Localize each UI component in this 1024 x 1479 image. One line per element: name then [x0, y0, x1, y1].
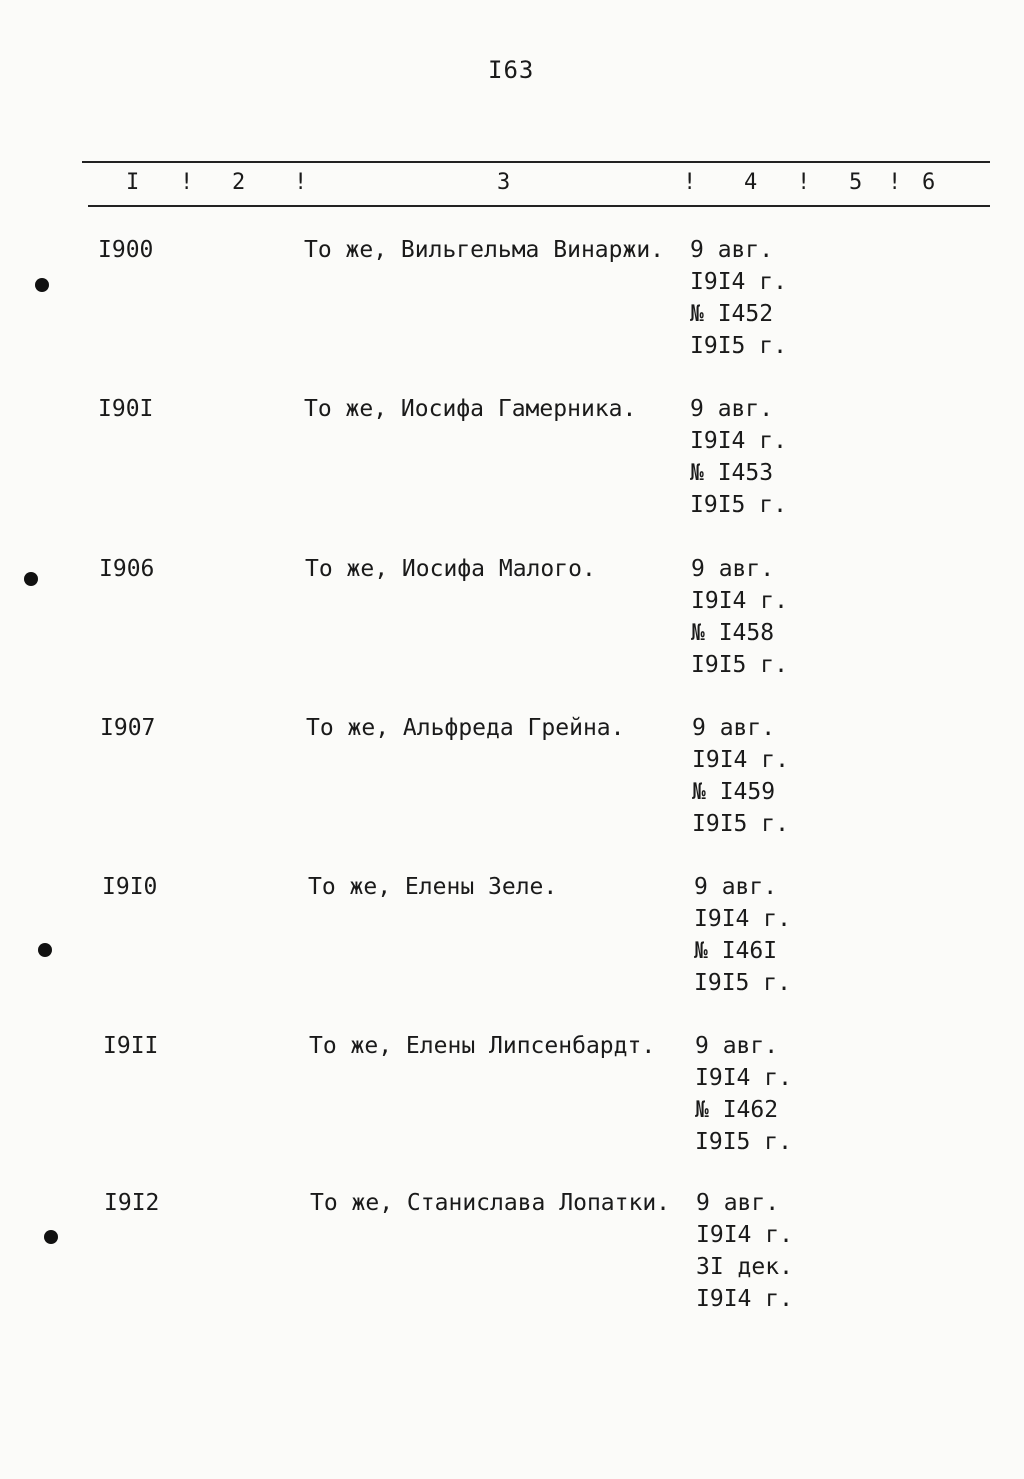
entry-date-line: I9I4 г.: [696, 1286, 793, 1312]
entry-date-line: I9I4 г.: [691, 588, 788, 614]
entry-description: То же, Альфреда Грейна.: [306, 715, 625, 741]
entry-date-line: I9I5 г.: [694, 970, 791, 996]
entry-date-line: № I459: [692, 779, 776, 805]
column-separator: !: [797, 170, 811, 195]
entry-description: То же, Елены Липсенбардт.: [309, 1033, 656, 1059]
entry-description: То же, Станислава Лопатки.: [310, 1190, 671, 1216]
entry-date-line: № I453: [690, 460, 774, 486]
entry-date-line: 9 авг.: [696, 1190, 780, 1216]
punch-hole-mark: [38, 943, 52, 957]
entry-number: I907: [100, 715, 156, 741]
column-header-5: 5: [849, 170, 863, 195]
entry-dates: [690, 234, 787, 362]
entry-date-line: I9I5 г.: [690, 333, 787, 359]
entry-description: То же, Иосифа Малого.: [305, 556, 596, 582]
entry-date-line: № I46I: [694, 938, 778, 964]
entry-date-line: 3I дек.: [696, 1254, 793, 1280]
entry-dates: [690, 393, 787, 521]
entry-date-line: № I462: [695, 1097, 779, 1123]
entry-date-line: 9 авг.: [695, 1033, 779, 1059]
entry-date-line: I9I5 г.: [692, 811, 789, 837]
column-header-2: 2: [232, 170, 246, 195]
entry-date-line: 9 авг.: [694, 874, 778, 900]
entry-date-line: № I458: [691, 620, 775, 646]
page-number: I63: [488, 56, 535, 84]
entry-number: I9I2: [104, 1190, 160, 1216]
entry-dates: [696, 1187, 793, 1315]
entry-description: То же, Елены Зеле.: [308, 874, 558, 900]
entry-date-line: I9I5 г.: [690, 492, 787, 518]
entry-date-line: № I452: [690, 301, 774, 327]
table-rule-bottom: [88, 205, 990, 207]
column-separator: !: [294, 170, 308, 195]
entry-dates: [692, 712, 789, 840]
column-header-1: I: [126, 170, 140, 195]
table-rule-top: [82, 161, 990, 163]
entry-number: I906: [99, 556, 155, 582]
column-header-4: 4: [744, 170, 758, 195]
entry-number: I9II: [103, 1033, 159, 1059]
entry-date-line: I9I5 г.: [695, 1129, 792, 1155]
entry-date-line: I9I4 г.: [694, 906, 791, 932]
entry-date-line: I9I4 г.: [690, 428, 787, 454]
entry-dates: [691, 553, 788, 681]
column-separator: !: [683, 170, 697, 195]
column-header-3: 3: [497, 170, 511, 195]
entry-description: То же, Вильгельма Винаржи.: [304, 237, 665, 263]
entry-date-line: I9I4 г.: [696, 1222, 793, 1248]
entry-date-line: 9 авг.: [690, 396, 774, 422]
column-header-6: 6: [922, 170, 936, 195]
punch-hole-mark: [24, 572, 38, 586]
punch-hole-mark: [44, 1230, 58, 1244]
column-separator: !: [888, 170, 902, 195]
entry-dates: [695, 1030, 792, 1158]
entry-date-line: I9I4 г.: [695, 1065, 792, 1091]
entry-date-line: 9 авг.: [690, 237, 774, 263]
entry-number: I90I: [98, 396, 154, 422]
entry-number: I9I0: [102, 874, 158, 900]
entry-description: То же, Иосифа Гамерника.: [304, 396, 637, 422]
entry-number: I900: [98, 237, 154, 263]
column-separator: !: [180, 170, 194, 195]
entry-date-line: 9 авг.: [691, 556, 775, 582]
entry-date-line: I9I4 г.: [690, 269, 787, 295]
entry-date-line: 9 авг.: [692, 715, 776, 741]
punch-hole-mark: [35, 278, 49, 292]
entry-date-line: I9I5 г.: [691, 652, 788, 678]
entry-date-line: I9I4 г.: [692, 747, 789, 773]
entry-dates: [694, 871, 791, 999]
